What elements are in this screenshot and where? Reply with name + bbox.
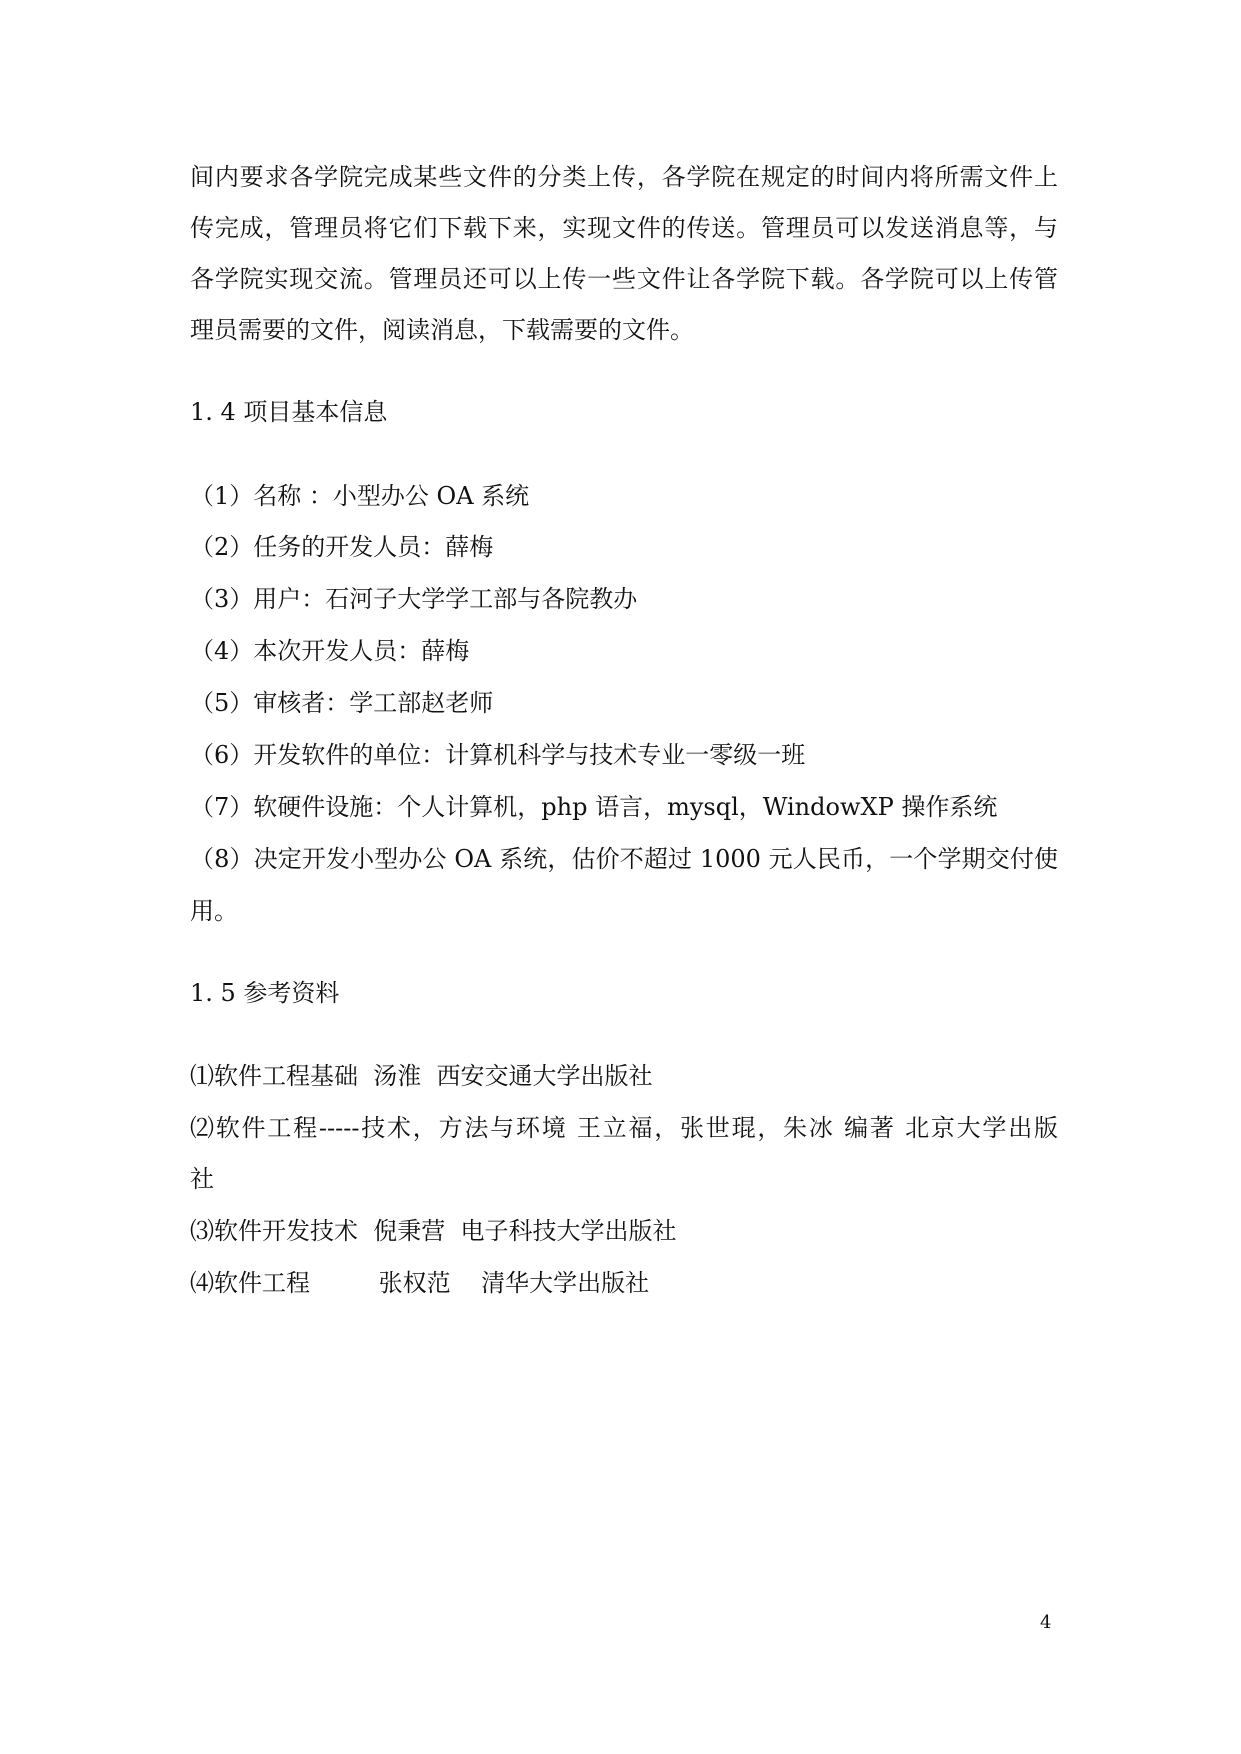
intro-line-1: 间内要求各学院完成某些文件的分类上传，各学院在规定的时间内将所需文件上 (190, 163, 1058, 191)
reference-1: ⑴软件工程基础 汤淮 西安交通大学出版社 (190, 1062, 653, 1090)
reference-3: ⑶软件开发技术 倪秉营 电子科技大学出版社 (190, 1217, 677, 1245)
reference-2-continued: 社 (190, 1165, 214, 1193)
intro-line-3: 各学院实现交流。管理员还可以上传一些文件让各学院下载。各学院可以上传管 (190, 265, 1058, 293)
section-1-4-heading: 1. 4 项目基本信息 (190, 398, 388, 426)
info-item-6: （6）开发软件的单位：计算机科学与技术专业一零级一班 (190, 741, 806, 769)
intro-line-4: 理员需要的文件，阅读消息，下载需要的文件。 (190, 316, 694, 344)
reference-2: ⑵软件工程-----技术，方法与环境 王立福，张世琨，朱冰 编著 北京大学出版 (190, 1114, 1058, 1142)
info-item-3: （3）用户：石河子大学学工部与各院教办 (190, 585, 638, 613)
info-item-8-continued: 用。 (190, 897, 238, 925)
info-item-2: （2）任务的开发人员：薛梅 (190, 533, 494, 561)
info-item-4: （4）本次开发人员：薛梅 (190, 637, 470, 665)
intro-line-2: 传完成，管理员将它们下载下来，实现文件的传送。管理员可以发送消息等，与 (190, 214, 1058, 242)
reference-4: ⑷软件工程 张权范 清华大学出版社 (190, 1269, 650, 1297)
page-number: 4 (1040, 1612, 1052, 1633)
info-item-8: （8）决定开发小型办公 OA 系统，估价不超过 1000 元人民币，一个学期交付使 (190, 845, 1058, 873)
section-1-5-heading: 1. 5 参考资料 (190, 979, 340, 1007)
info-item-7: （7）软硬件设施：个人计算机，php 语言，mysql，WindowXP 操作系统 (190, 793, 998, 821)
info-item-5: （5）审核者：学工部赵老师 (190, 689, 494, 717)
info-item-1: （1）名称 ：小型办公 OA 系统 (190, 482, 530, 510)
